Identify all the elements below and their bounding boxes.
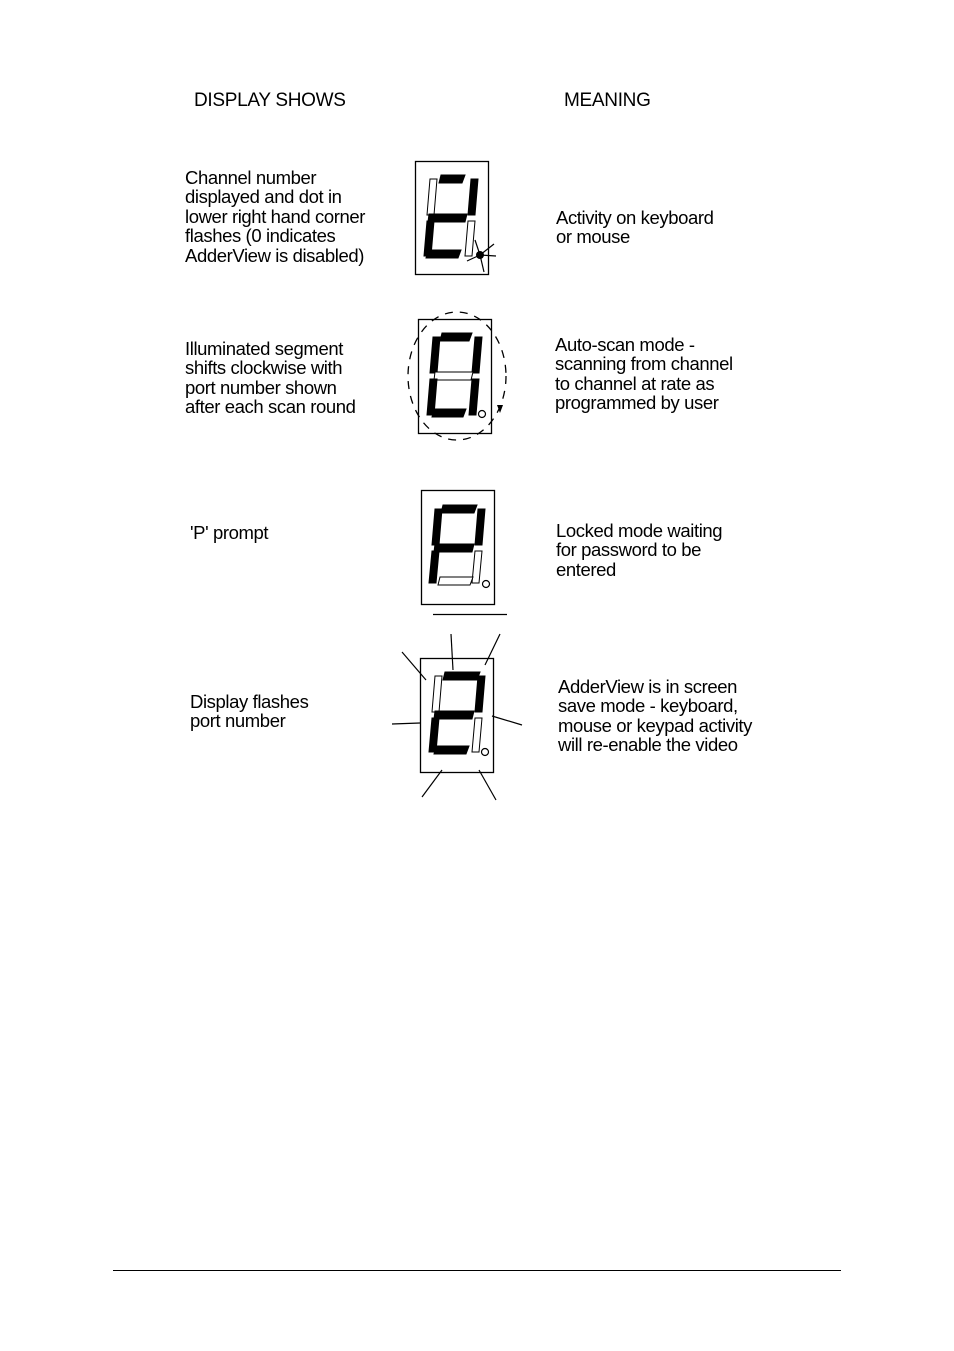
row-2-display-text: Illuminated segment shifts clockwise with port number shown after each scan round <box>185 338 356 418</box>
header-meaning: MEANING <box>564 90 651 111</box>
row-3-display-text: 'P' prompt <box>190 522 269 543</box>
header-display-shows: DISPLAY SHOWS <box>194 90 346 111</box>
row-2-meaning-text: Auto-scan mode - scanning from channel to channel at rate as programmed by user <box>555 334 733 414</box>
footer-rule <box>113 1270 841 1271</box>
seven-segment-p-prompt-diagram <box>415 485 515 620</box>
seven-segment-screensave-diagram <box>388 628 528 808</box>
row-1-display-text: Channel number displayed and dot in lower right hand corner flashes (0 indicates AdderView is disabled) <box>185 167 366 266</box>
row-4-meaning-text: AdderView is in screen save mode - keyboard, mouse or keypad activity will re-enable the video <box>558 676 752 756</box>
seven-segment-activity-diagram <box>405 155 505 280</box>
seven-segment-autoscan-diagram <box>400 305 515 445</box>
row-3-meaning-text: Locked mode waiting for password to be entered <box>556 520 723 580</box>
row-1-meaning-text: Activity on keyboard or mouse <box>556 207 714 248</box>
row-4-display-text: Display flashes port number <box>190 691 309 732</box>
